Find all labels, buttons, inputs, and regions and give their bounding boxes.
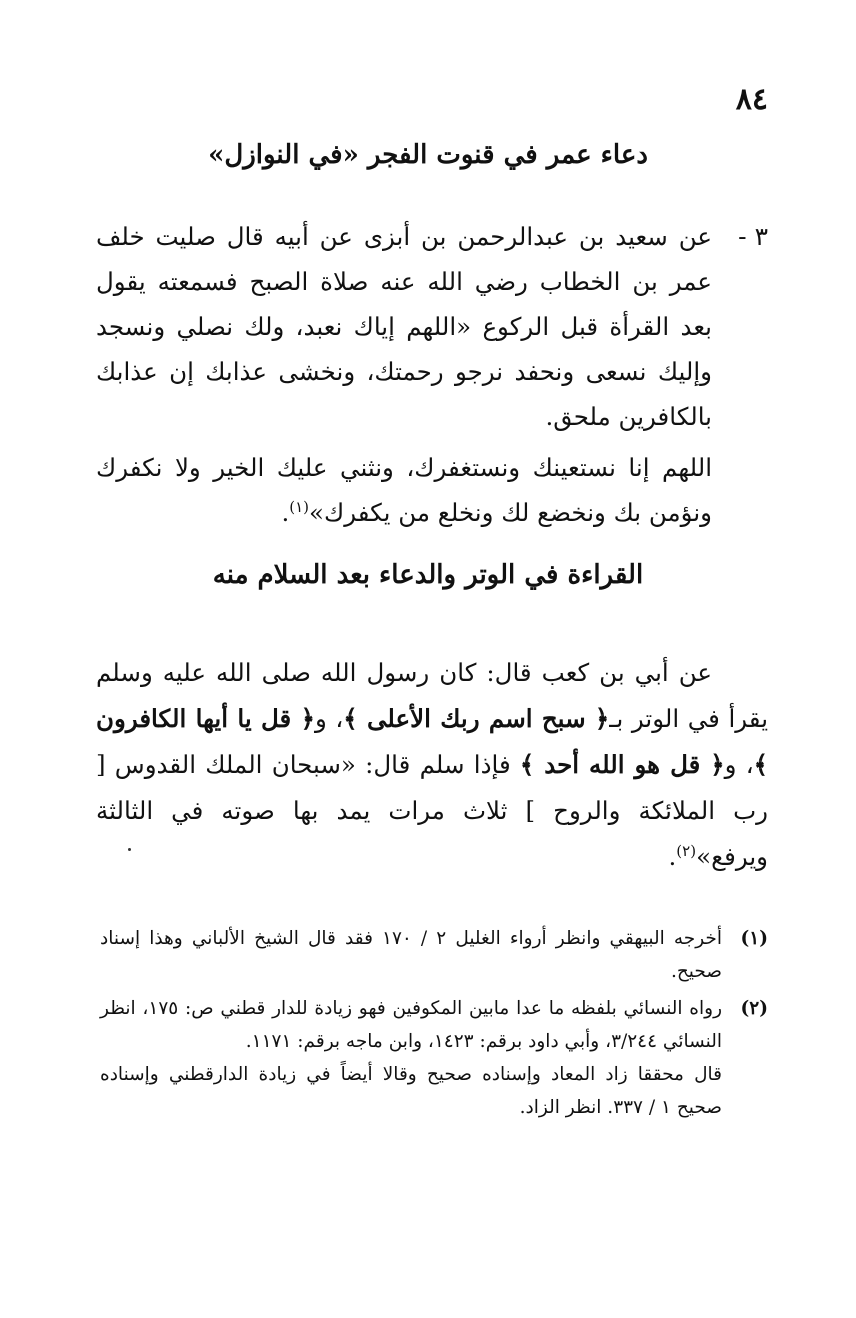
hadith-paragraph-2-text: اللهم إنا نستعينك ونستغفرك، ونثني عليك الخير ولا نكفرك ونؤمن بك ونخضع لك ونخلع من يكفرك» <box>96 453 712 527</box>
print-speck <box>128 848 131 851</box>
footnote-1-number: (١) <box>740 928 768 949</box>
hadith-umar-qunut <box>96 214 768 535</box>
ubay-text-end: . <box>668 842 677 871</box>
hadith-paragraph-2 <box>96 445 712 535</box>
footnote-2 <box>100 992 768 1124</box>
footnote-ref-2: (٢) <box>676 841 697 860</box>
section-title-umar-qunut: دعاء عمر في قنوت الفجر «في النوازل» <box>208 140 648 170</box>
surah-al-ikhlas: ﴿ قل هو الله أحد ﴾ <box>519 750 725 779</box>
footnote-2-text: رواه النسائي بلفظه ما عدا مابين المكوفين فهو زيادة للدار قطني ص: ١٧٥، انظر النسائي ٣/٢٤٤، وأبي داود برقم: ١٤٢٣، وابن ماجه برقم: ١١٧١. <box>100 998 723 1052</box>
ubay-text-1: عن أبي بن كعب قال: كان رسول الله صلى الله عليه وسلم يقرأ في الوتر بـ <box>96 658 769 733</box>
footnote-ref-1: (١) <box>289 497 310 516</box>
footnote-2-text-continued: قال محققا زاد المعاد وإسناده صحيح وقالا أيضاً في زيادة الدارقطني وإسناده صحيح ١ / ٣٣٧. انظر الزاد. <box>100 1064 722 1118</box>
ubay-text-2: ، و <box>314 704 344 733</box>
hadith-ubay-witr <box>96 650 768 880</box>
footnote-1 <box>100 922 768 988</box>
section-title-witr: القراءة في الوتر والدعاء بعد السلام منه <box>212 560 644 590</box>
hadith-number: ٣ - <box>738 222 768 251</box>
page-number: ٨٤ <box>735 82 768 117</box>
footnote-2-number: (٢) <box>740 998 768 1019</box>
ubay-text-4: فإذا سلم قال: «سبحان الملك القدوس [ رب الملائكة والروح ] ثلاث مرات يمد بها صوته في الثالثة ويرفع» <box>96 750 768 871</box>
surah-al-ala: ﴿ سبح اسم ربك الأعلى ﴾ <box>343 704 610 733</box>
footnote-1-text: أخرجه البيهقي وانظر أرواء الغليل ٢ / ١٧٠ فقد قال الشيخ الألباني وهذا إسناد صحيح. <box>100 928 722 982</box>
surah-al-kafirun: ﴿ قل يا أيها الكافرون ﴾ <box>96 704 769 779</box>
ubay-text-3: ، و <box>724 750 754 779</box>
hadith-paragraph-2-end: . <box>281 498 290 527</box>
footnotes <box>100 922 768 1128</box>
hadith-paragraph-1: عن سعيد بن عبدالرحمن بن أبزى عن أبيه قال صليت خلف عمر بن الخطاب رضي الله عنه صلاة الصبح فسمعته يقول بعد القرأة قبل الركوع «اللهم إياك نعبد، ولك نصلي ونسجد وإليك نسعى ونحفد نرجو رحمتك، ونخشى عذابك إن عذابك بالكافرين ملحق. <box>96 222 712 431</box>
